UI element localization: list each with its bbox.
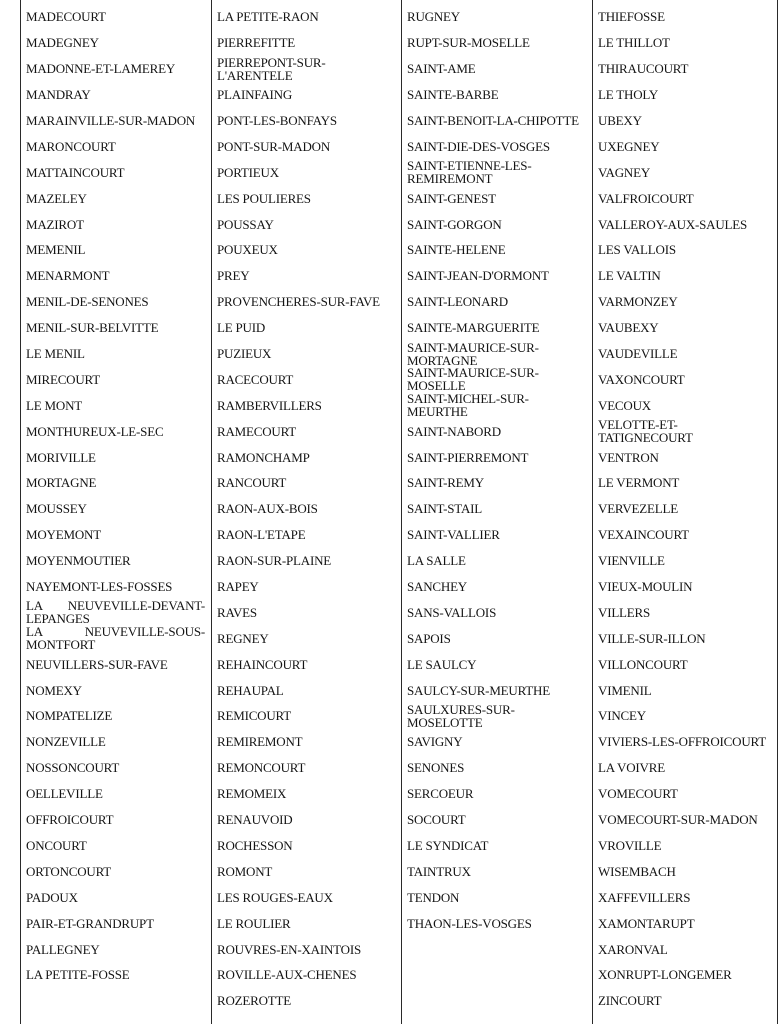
list-item: WISEMBACH: [598, 863, 676, 879]
column-2: [211, 0, 401, 1024]
list-item: LA PETITE-FOSSE: [26, 967, 130, 983]
list-item: MONTHUREUX-LE-SEC: [26, 423, 164, 439]
list-item: RAMBERVILLERS: [217, 397, 322, 413]
list-item: LE MONT: [26, 397, 83, 413]
list-item-line: MORTAGNE: [407, 352, 478, 368]
list-item: UBEXY: [598, 113, 642, 128]
list-item-line: SAINT-MAURICE-SUR-: [407, 339, 539, 355]
list-item: [402, 703, 592, 729]
list-item: SAINT-LEONARD: [407, 294, 508, 310]
list-item: VILLE-SUR-ILLON: [598, 630, 706, 646]
list-item: [593, 418, 777, 444]
list-item: NOMEXY: [26, 682, 82, 698]
list-item: SAINT-GENEST: [407, 190, 496, 206]
list-item: ROCHESSON: [217, 837, 293, 853]
list-item: LES POULIERES: [217, 190, 311, 206]
list-item: SAULCY-SUR-MEURTHE: [407, 682, 550, 698]
list-item: SANS-VALLOIS: [407, 604, 497, 620]
list-item: PUZIEUX: [217, 346, 272, 362]
list-item: VAXONCOURT: [598, 371, 685, 387]
list-item: SENONES: [407, 760, 465, 776]
list-item: THAON-LES-VOSGES: [407, 915, 532, 931]
list-item: PONT-LES-BONFAYS: [217, 113, 337, 128]
list-item: TAINTRUX: [407, 863, 471, 879]
list-item: PALLEGNEY: [26, 941, 100, 957]
list-item: VAUBEXY: [598, 320, 659, 336]
list-item-line: PIERREPONT-SUR-: [217, 54, 326, 70]
list-item: MENARMONT: [26, 268, 110, 284]
list-item: LE SYNDICAT: [407, 837, 489, 853]
list-item: REMIREMONT: [217, 734, 303, 750]
list-item: LE VERMONT: [598, 475, 680, 491]
list-item: VIEUX-MOULIN: [598, 579, 693, 595]
list-item: LA SALLE: [407, 553, 466, 569]
list-item: VOMECOURT-SUR-MADON: [598, 812, 758, 828]
list-item-line: MOSELOTTE: [407, 715, 483, 730]
list-item: POUSSAY: [217, 216, 274, 232]
list-item: ROVILLE-AUX-CHENES: [217, 967, 357, 983]
list-item: MADECOURT: [26, 9, 106, 25]
list-item: REMOMEIX: [217, 786, 287, 802]
list-item-line: SAINT-MICHEL-SUR-: [407, 391, 529, 407]
list-item: MENIL-DE-SENONES: [26, 294, 149, 310]
list-item: MADONNE-ET-LAMEREY: [26, 61, 176, 77]
list-item: [402, 341, 592, 367]
list-item: VARMONZEY: [598, 294, 678, 310]
list-item: REGNEY: [217, 630, 269, 646]
list-item: SAINTE-MARGUERITE: [407, 320, 540, 336]
list-item: SAPOIS: [407, 630, 451, 646]
list-item: VAUDEVILLE: [598, 346, 678, 362]
list-item: MADEGNEY: [26, 35, 99, 51]
list-item-line: LA NEUVEVILLE-SOUS-: [26, 624, 205, 640]
list-item-line: LEPANGES: [26, 611, 90, 627]
list-item: SAINT-GORGON: [407, 216, 502, 232]
list-item: ONCOURT: [26, 837, 87, 853]
list-item: OELLEVILLE: [26, 786, 103, 802]
list-item: LE VALTIN: [598, 268, 661, 284]
list-item: SAINT-PIERREMONT: [407, 449, 529, 465]
list-item-line: SAINT-MAURICE-SUR-: [407, 365, 539, 381]
list-item-line: L'ARENTELE: [217, 67, 293, 83]
list-item: MORTAGNE: [26, 475, 97, 491]
list-item: XAFFEVILLERS: [598, 889, 691, 905]
list-item: LE SAULCY: [407, 656, 477, 672]
list-item: VOMECOURT: [598, 786, 678, 802]
list-item: LE THILLOT: [598, 35, 670, 51]
list-item: RAVES: [217, 604, 257, 620]
list-item: RACECOURT: [217, 371, 294, 387]
list-item: PLAINFAING: [217, 87, 293, 103]
list-item: VENTRON: [598, 449, 659, 465]
list-item: LE ROULIER: [217, 915, 291, 931]
list-item: VAGNEY: [598, 164, 651, 180]
list-item: MORIVILLE: [26, 449, 96, 465]
column-1: [20, 0, 211, 1024]
list-item: OFFROICOURT: [26, 812, 114, 828]
list-item: SOCOURT: [407, 812, 466, 828]
list-item: XONRUPT-LONGEMER: [598, 967, 732, 983]
list-item: LE PUID: [217, 320, 266, 336]
list-item: RAON-SUR-PLAINE: [217, 553, 332, 569]
list-item: SAINT-VALLIER: [407, 527, 500, 543]
list-item: VIENVILLE: [598, 553, 665, 569]
list-item: MIRECOURT: [26, 371, 100, 387]
list-item: REMICOURT: [217, 708, 291, 724]
list-item: ROZEROTTE: [217, 993, 292, 1009]
list-item: VIVIERS-LES-OFFROICOURT: [598, 734, 766, 750]
list-item: SERCOEUR: [407, 786, 474, 802]
list-item: [21, 599, 211, 625]
list-item: ROUVRES-EN-XAINTOIS: [217, 941, 362, 957]
list-item: [402, 366, 592, 392]
list-item: ZINCOURT: [598, 993, 662, 1009]
list-item: REHAINCOURT: [217, 656, 308, 672]
list-item: LES VALLOIS: [598, 242, 676, 258]
list-item: REHAUPAL: [217, 682, 284, 698]
list-item: NOMPATELIZE: [26, 708, 113, 724]
list-item: SAINT-AME: [407, 61, 476, 77]
list-item: PREY: [217, 268, 250, 284]
list-item: ROMONT: [217, 863, 273, 879]
list-item: MOYEMONT: [26, 527, 101, 543]
list-item: TENDON: [407, 889, 460, 905]
list-item: VALFROICOURT: [598, 190, 694, 206]
list-item: NONZEVILLE: [26, 734, 106, 750]
list-item: XAMONTARUPT: [598, 915, 695, 931]
list-item: MOYENMOUTIER: [26, 553, 131, 569]
list-item: UXEGNEY: [598, 138, 660, 154]
list-item: NOSSONCOURT: [26, 760, 120, 776]
list-item: RAON-L'ETAPE: [217, 527, 306, 543]
list-item-line: SAINT-ETIENNE-LES-: [407, 158, 532, 174]
list-item: VIMENIL: [598, 682, 652, 698]
list-item: SAINT-STAIL: [407, 501, 483, 517]
list-item-line: LA NEUVEVILLE-DEVANT-: [26, 598, 205, 614]
list-item: MATTAINCOURT: [26, 164, 125, 180]
list-item: MOUSSEY: [26, 501, 87, 517]
list-item: SAINT-JEAN-D'ORMONT: [407, 268, 549, 284]
list-item-line: MOSELLE: [407, 378, 466, 394]
list-item: SAINT-REMY: [407, 475, 484, 491]
list-item: LA VOIVRE: [598, 760, 665, 776]
list-item: MENIL-SUR-BELVITTE: [26, 320, 159, 336]
list-item: RAMONCHAMP: [217, 449, 310, 465]
list-item: VALLEROY-AUX-SAULES: [598, 216, 748, 232]
list-item: RANCOURT: [217, 475, 287, 491]
list-item: MAZELEY: [26, 190, 87, 206]
list-item: LES ROUGES-EAUX: [217, 889, 333, 905]
list-item: ORTONCOURT: [26, 863, 112, 879]
list-item: PAIR-ET-GRANDRUPT: [26, 915, 154, 931]
list-item: MARAINVILLE-SUR-MADON: [26, 113, 196, 128]
list-item: THIEFOSSE: [598, 9, 665, 25]
list-item: SANCHEY: [407, 579, 467, 595]
list-item: VERVEZELLE: [598, 501, 678, 517]
list-item: PONT-SUR-MADON: [217, 138, 331, 154]
column-3: [401, 0, 592, 1024]
list-item: SAINTE-HELENE: [407, 242, 506, 258]
list-item: VINCEY: [598, 708, 646, 724]
list-item: MANDRAY: [26, 87, 91, 103]
list-item-line: VELOTTE-ET-: [598, 417, 678, 433]
list-item: PROVENCHERES-SUR-FAVE: [217, 294, 380, 310]
list-item: REMONCOURT: [217, 760, 306, 776]
list-item: RAPEY: [217, 579, 259, 595]
list-item: LE THOLY: [598, 87, 659, 103]
list-item: RAMECOURT: [217, 423, 297, 439]
list-item-line: TATIGNECOURT: [598, 430, 693, 446]
list-item: SAINT-NABORD: [407, 423, 501, 439]
list-item: SAINT-BENOIT-LA-CHIPOTTE: [407, 113, 579, 128]
list-item-line: MEURTHE: [407, 404, 468, 420]
list-item: PIERREFITTE: [217, 35, 295, 51]
list-item: MARONCOURT: [26, 138, 116, 154]
list-item: VILLONCOURT: [598, 656, 688, 672]
list-item: MAZIROT: [26, 216, 84, 232]
list-item: NAYEMONT-LES-FOSSES: [26, 579, 173, 595]
list-item: RENAUVOID: [217, 812, 293, 828]
list-item: POUXEUX: [217, 242, 278, 258]
list-item: LE MENIL: [26, 346, 85, 362]
list-item: VROVILLE: [598, 837, 662, 853]
column-4: [592, 0, 778, 1024]
list-item-line: REMIREMONT: [407, 171, 493, 187]
list-item: RAON-AUX-BOIS: [217, 501, 318, 517]
list-item-line: MONTFORT: [26, 637, 96, 653]
list-item: [21, 625, 211, 651]
list-item: [402, 159, 592, 185]
list-item: NEUVILLERS-SUR-FAVE: [26, 656, 168, 672]
list-item: VEXAINCOURT: [598, 527, 689, 543]
list-item: VILLERS: [598, 604, 651, 620]
list-item: SAINTE-BARBE: [407, 87, 499, 103]
list-item: SAVIGNY: [407, 734, 463, 750]
list-item: LA PETITE-RAON: [217, 9, 319, 25]
list-item: MEMENIL: [26, 242, 86, 258]
list-item: SAINT-DIE-DES-VOSGES: [407, 138, 550, 154]
list-item: RUGNEY: [407, 9, 460, 25]
list-item: [212, 56, 401, 82]
list-item: PORTIEUX: [217, 164, 279, 180]
list-item: VECOUX: [598, 397, 651, 413]
list-item: RUPT-SUR-MOSELLE: [407, 35, 530, 51]
list-item-line: SAULXURES-SUR-: [407, 702, 515, 717]
list-item: THIRAUCOURT: [598, 61, 689, 77]
list-item: [402, 392, 592, 418]
list-item: PADOUX: [26, 889, 78, 905]
list-item: XARONVAL: [598, 941, 668, 957]
